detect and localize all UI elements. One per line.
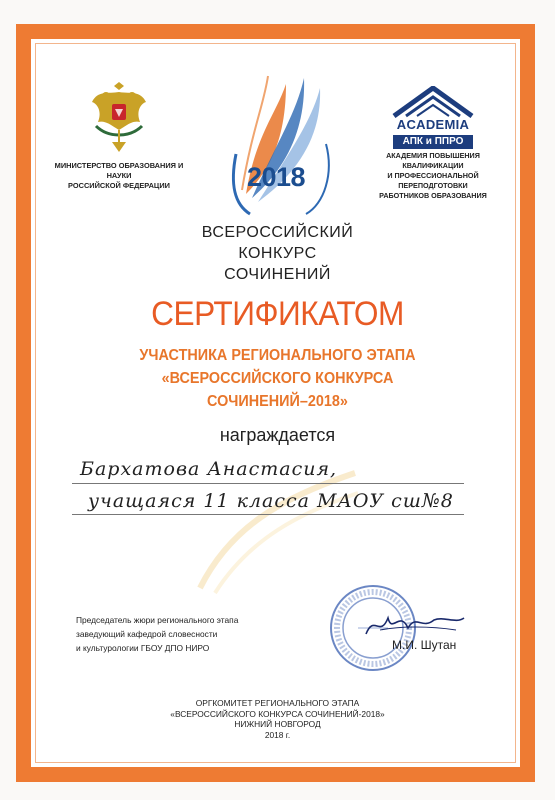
- academia-name: ACADEMIA: [396, 117, 470, 132]
- organizer-city: НИЖНИЙ НОВГОРОД: [234, 719, 321, 729]
- contest-name: [150, 222, 405, 285]
- decorative-ribbon: [190, 468, 360, 598]
- jury-chair-title: [76, 613, 296, 655]
- double-headed-eagle-icon: [88, 82, 150, 154]
- chair-line-1: Председатель жюри регионального этапа: [76, 615, 239, 625]
- certificate-subtitle: [118, 344, 438, 413]
- organizer-line-2: «ВСЕРОССИЙСКОГО КОНКУРСА СОЧИНЕНИЙ-2018»: [170, 708, 385, 719]
- ministry-name: [44, 161, 194, 191]
- organizer-year: 2018 г.: [264, 729, 291, 740]
- academy-roof-icon: [390, 86, 476, 118]
- recipient-underline-1: [72, 483, 464, 484]
- recipient-name: Бархатова Анастасия,: [80, 458, 338, 480]
- academia-full-name: [358, 151, 508, 201]
- certificate-title: СЕРТИФИКАТОМ: [151, 295, 404, 333]
- academia-block: [358, 86, 508, 201]
- subtitle-line-3: СОЧИНЕНИЙ–2018»: [207, 393, 348, 410]
- awarded-label: награждается: [219, 425, 336, 445]
- subtitle-line-2: «ВСЕРОССИЙСКОГО КОНКУРСА: [161, 370, 394, 387]
- academia-line-3: РАБОТНИКОВ ОБРАЗОВАНИЯ: [379, 191, 487, 200]
- contest-quill-logo: [216, 74, 346, 224]
- contest-line-2: КОНКУРС: [238, 245, 317, 262]
- ministry-block: [44, 82, 194, 191]
- chair-line-3: и культурологии ГБОУ ДПО НИРО: [76, 643, 210, 653]
- academia-line-2: И ПРОФЕССИОНАЛЬНОЙ ПЕРЕПОДГОТОВКИ: [387, 171, 479, 190]
- academia-line-1: АКАДЕМИЯ ПОВЫШЕНИЯ КВАЛИФИКАЦИИ: [386, 151, 480, 170]
- contest-line-1: ВСЕРОССИЙСКИЙ: [201, 224, 354, 241]
- subtitle-line-1: УЧАСТНИКА РЕГИОНАЛЬНОГО ЭТАПА: [139, 347, 416, 364]
- organizer-block: [120, 698, 435, 740]
- ministry-line-2: РОССИЙСКОЙ ФЕДЕРАЦИИ: [68, 181, 170, 190]
- chair-line-2: заведующий кафедрой словесности: [76, 629, 218, 639]
- signatory-name: М.И. Шутан: [392, 638, 457, 652]
- recipient-underline-2: [72, 514, 464, 515]
- ministry-line-1: МИНИСТЕРСТВО ОБРАЗОВАНИЯ И НАУКИ: [54, 161, 184, 180]
- recipient-school: учащаяся 11 класса МАОУ сш№8: [88, 490, 454, 512]
- logo-year: 2018: [246, 162, 306, 192]
- contest-line-3: СОЧИНЕНИЙ: [224, 266, 331, 283]
- academia-abbreviation: АПК и ППРО: [393, 135, 474, 149]
- organizer-line-1: ОРГКОМИТЕТ РЕГИОНАЛЬНОГО ЭТАПА: [195, 698, 360, 708]
